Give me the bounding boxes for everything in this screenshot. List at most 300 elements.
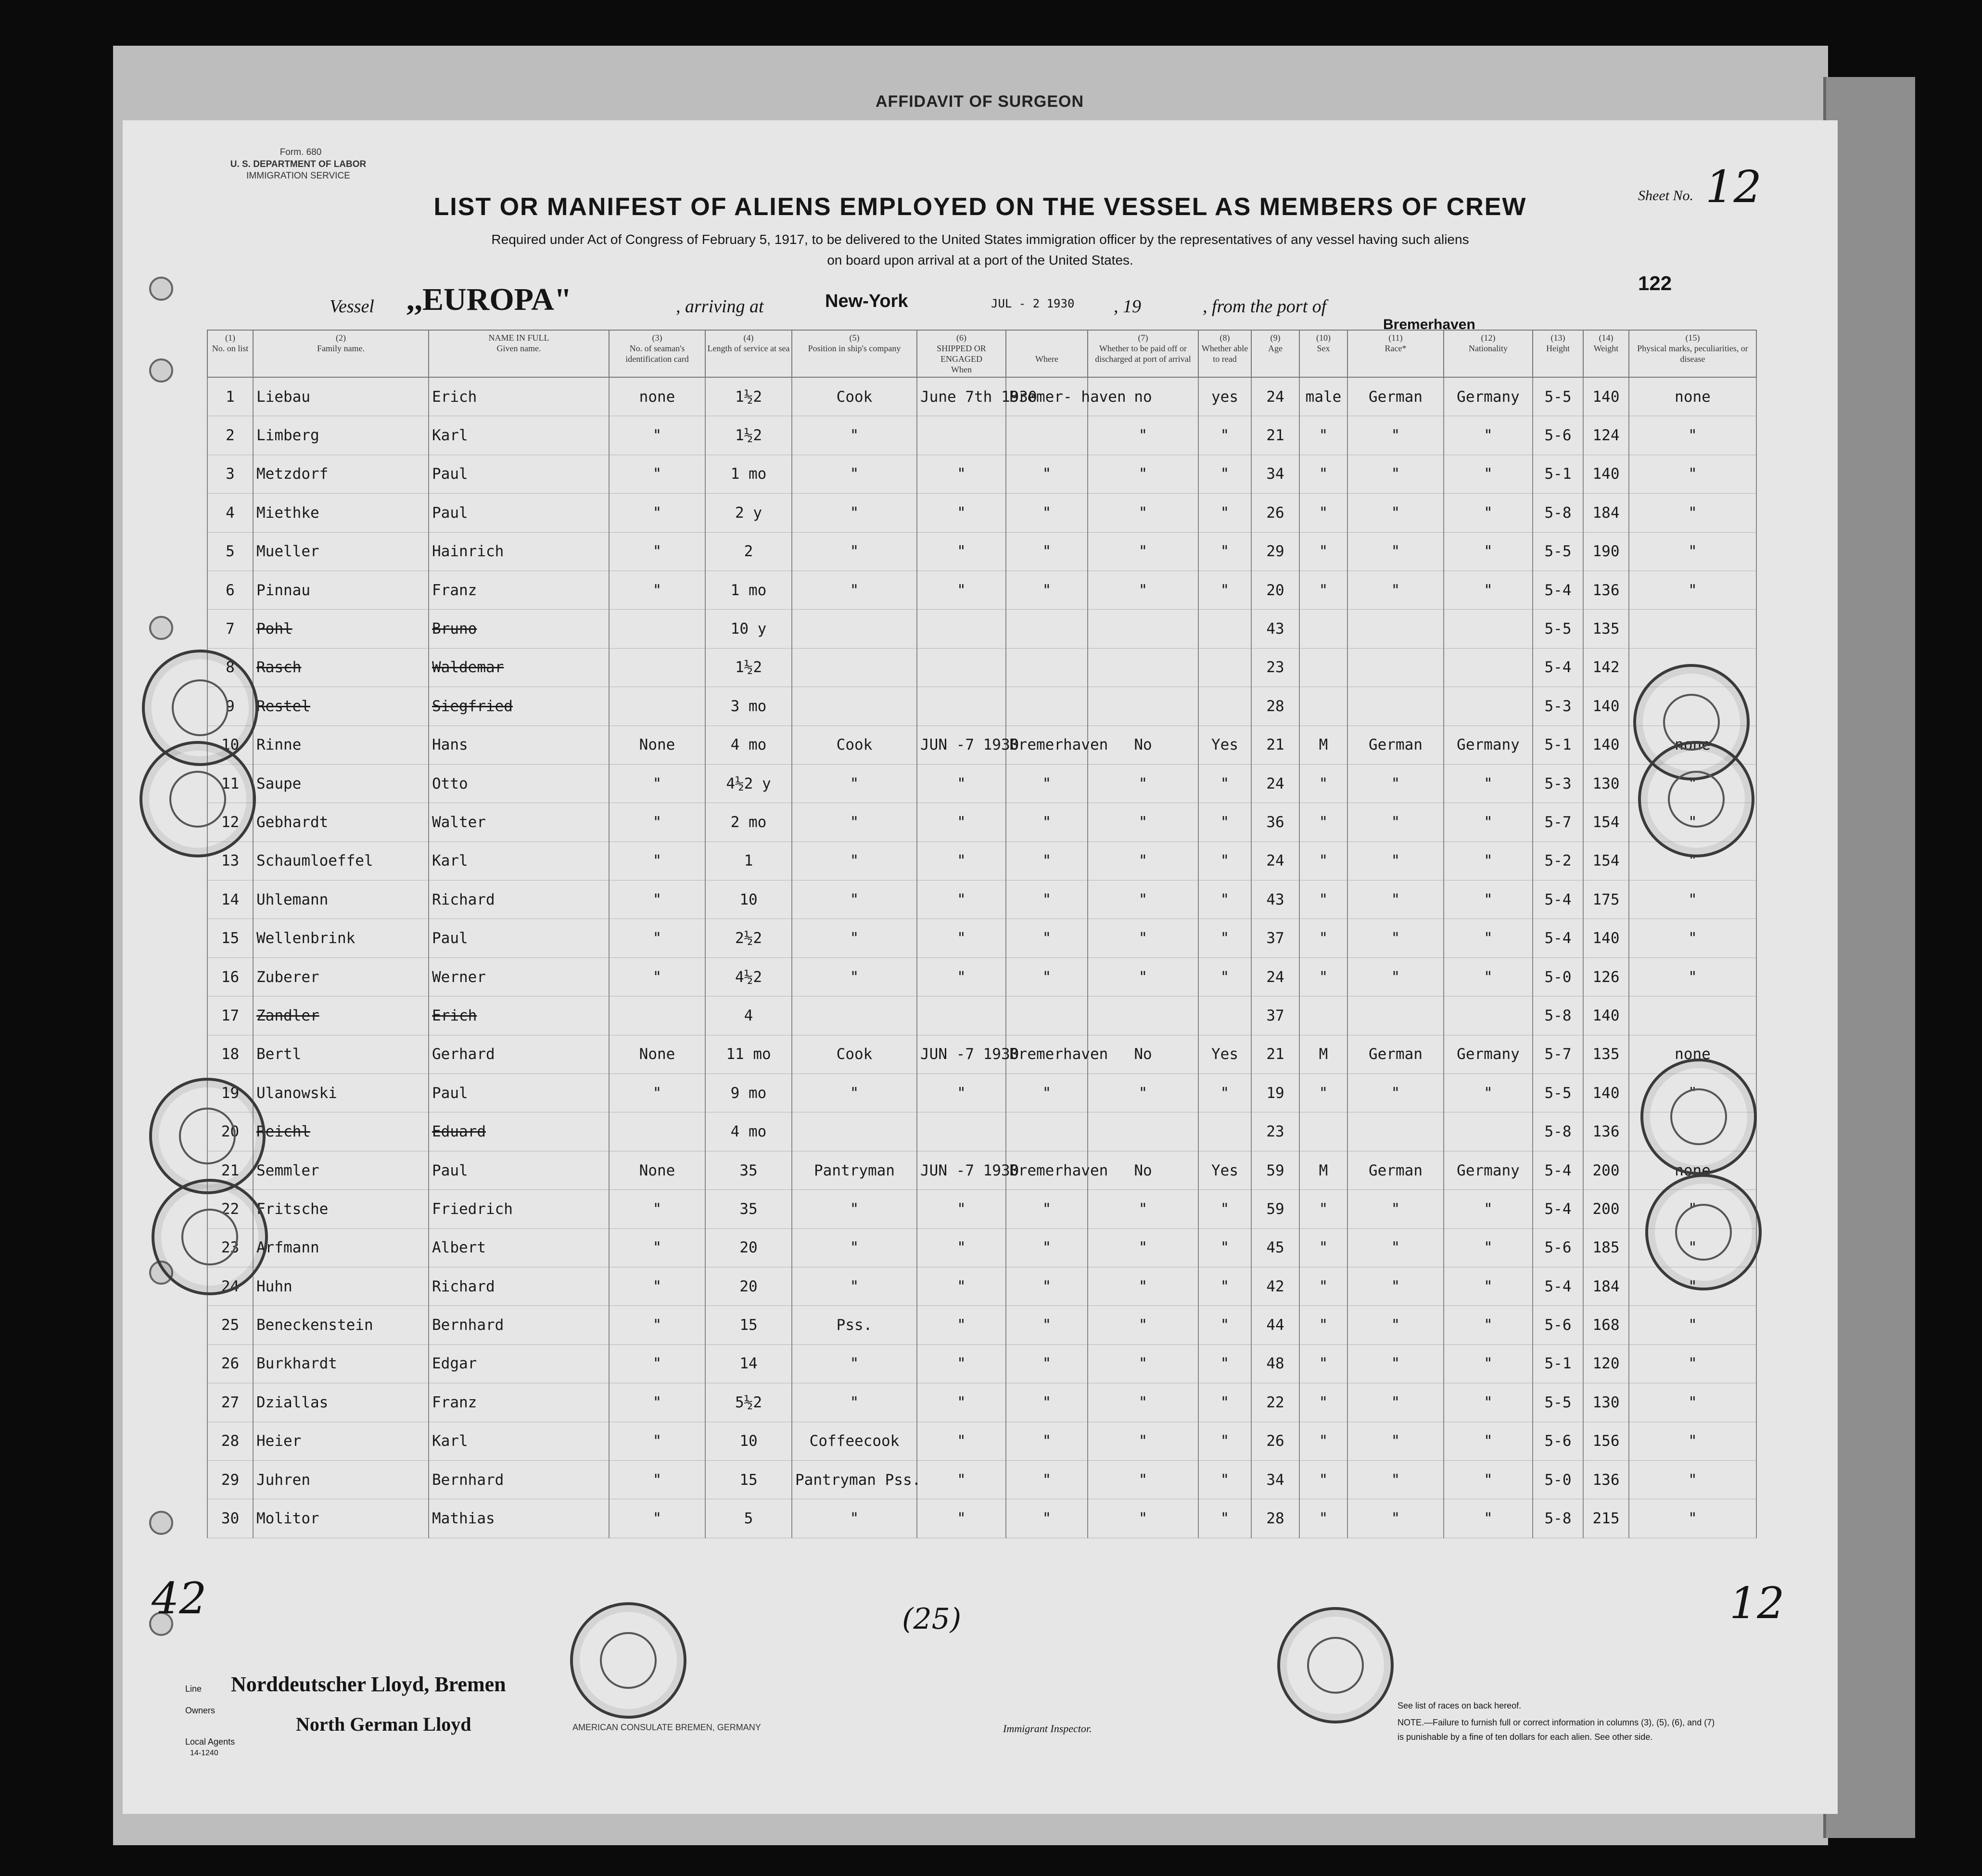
table-row xyxy=(207,803,1756,842)
cell-sex: " xyxy=(1299,842,1347,880)
cell-family: Fritsche xyxy=(253,1190,429,1228)
cell-weight: 140 xyxy=(1583,1074,1629,1112)
cell-height: 5-4 xyxy=(1533,1267,1583,1305)
cell-nationality: " xyxy=(1444,842,1533,880)
cell-paid: " xyxy=(1088,1267,1198,1305)
cell-no: 2 xyxy=(207,416,253,455)
cell-position: " xyxy=(792,532,917,571)
cell-when xyxy=(917,687,1006,726)
cell-card: None xyxy=(609,1151,705,1189)
cell-card: " xyxy=(609,1344,705,1383)
cell-read: yes xyxy=(1198,377,1251,416)
cell-read: Yes xyxy=(1198,1035,1251,1073)
col-header: (14) Weight xyxy=(1583,330,1629,377)
cell-where: Bremerhaven xyxy=(1006,1151,1088,1189)
col-header: (4) Length of service at sea xyxy=(705,330,792,377)
cell-given: Walter xyxy=(429,803,609,842)
cell-age: 42 xyxy=(1251,1267,1299,1305)
cell-race: " xyxy=(1347,764,1444,803)
table-row xyxy=(207,648,1756,687)
cell-weight: 154 xyxy=(1583,803,1629,842)
form-code: 14-1240 xyxy=(190,1749,218,1757)
cell-age: 43 xyxy=(1251,610,1299,648)
cell-no: 5 xyxy=(207,532,253,571)
cell-paid: " xyxy=(1088,764,1198,803)
cell-sex: " xyxy=(1299,1306,1347,1344)
cell-card: " xyxy=(609,532,705,571)
cell-sex: " xyxy=(1299,1460,1347,1499)
cell-when: " xyxy=(917,1499,1006,1538)
cell-read: Yes xyxy=(1198,1151,1251,1189)
cell-nationality: " xyxy=(1444,571,1533,609)
cell-position: " xyxy=(792,1074,917,1112)
cell-sex: " xyxy=(1299,455,1347,493)
cell-when: " xyxy=(917,1383,1006,1422)
table-row xyxy=(207,455,1756,493)
cell-marks: " xyxy=(1629,571,1756,609)
cell-position xyxy=(792,648,917,687)
cell-age: 37 xyxy=(1251,919,1299,957)
table-row xyxy=(207,957,1756,996)
cell-read: " xyxy=(1198,1383,1251,1422)
cell-sex: " xyxy=(1299,1074,1347,1112)
page-title: LIST OR MANIFEST OF ALIENS EMPLOYED ON THE VESSEL AS MEMBERS OF CREW xyxy=(433,193,1527,221)
cell-weight: 168 xyxy=(1583,1306,1629,1344)
cell-race: " xyxy=(1347,1383,1444,1422)
cell-race: German xyxy=(1347,1035,1444,1073)
cell-paid: " xyxy=(1088,1422,1198,1460)
cell-where: " xyxy=(1006,957,1088,996)
cell-given: Franz xyxy=(429,1383,609,1422)
cell-no: 15 xyxy=(207,919,253,957)
table-row xyxy=(207,1344,1756,1383)
cell-marks: none xyxy=(1629,726,1756,764)
cell-read xyxy=(1198,996,1251,1035)
cell-family: Beneckenstein xyxy=(253,1306,429,1344)
cell-where xyxy=(1006,416,1088,455)
cell-position: " xyxy=(792,571,917,609)
col-header: (8) Whether able to read xyxy=(1198,330,1251,377)
cell-age: 43 xyxy=(1251,881,1299,919)
cell-nationality xyxy=(1444,996,1533,1035)
cell-height: 5-6 xyxy=(1533,1306,1583,1344)
consulate-stamp xyxy=(149,1078,266,1194)
cell-when xyxy=(917,416,1006,455)
cell-nationality: " xyxy=(1444,1422,1533,1460)
cell-weight: 140 xyxy=(1583,919,1629,957)
cell-read: " xyxy=(1198,957,1251,996)
cell-given: Karl xyxy=(429,842,609,880)
cell-position: " xyxy=(792,919,917,957)
cell-service: 15 xyxy=(705,1306,792,1344)
cell-marks: " xyxy=(1629,842,1756,880)
cell-nationality: Germany xyxy=(1444,1151,1533,1189)
cell-when: " xyxy=(917,1228,1006,1267)
cell-position: " xyxy=(792,764,917,803)
cell-family: Metzdorf xyxy=(253,455,429,493)
table-row xyxy=(207,1112,1756,1151)
cell-paid: " xyxy=(1088,1460,1198,1499)
cell-service: 4 mo xyxy=(705,726,792,764)
cell-position: " xyxy=(792,957,917,996)
cell-race: " xyxy=(1347,803,1444,842)
cell-service: 2½2 xyxy=(705,919,792,957)
cell-no: 11 xyxy=(207,764,253,803)
cell-height: 5-4 xyxy=(1533,648,1583,687)
table-row xyxy=(207,919,1756,957)
cell-height: 5-0 xyxy=(1533,1460,1583,1499)
cell-position: " xyxy=(792,1499,917,1538)
cell-where xyxy=(1006,996,1088,1035)
col-header: (6) SHIPPED OR ENGAGED When xyxy=(917,330,1006,377)
fine-note: NOTE.—Failure to furnish full or correct information in columns (3), (5), (6), and (7) xyxy=(1398,1718,1715,1727)
cell-race: " xyxy=(1347,455,1444,493)
cell-given: Erich xyxy=(429,996,609,1035)
table-row xyxy=(207,1035,1756,1073)
cell-no: 12 xyxy=(207,803,253,842)
cell-when xyxy=(917,1112,1006,1151)
cell-marks: " xyxy=(1629,494,1756,532)
cell-nationality: " xyxy=(1444,1499,1533,1538)
cell-given: Paul xyxy=(429,919,609,957)
cell-when: " xyxy=(917,1344,1006,1383)
cell-card: None xyxy=(609,1035,705,1073)
cell-paid: " xyxy=(1088,416,1198,455)
col-header: (7) Whether to be paid off or discharged at port of arrival xyxy=(1088,330,1198,377)
cell-paid xyxy=(1088,1112,1198,1151)
cell-paid: No xyxy=(1088,1035,1198,1073)
cell-given: Otto xyxy=(429,764,609,803)
cell-where xyxy=(1006,687,1088,726)
col-header: (2) Family name. xyxy=(253,330,429,377)
cell-card xyxy=(609,610,705,648)
line-label: Line xyxy=(185,1684,202,1694)
service: IMMIGRATION SERVICE xyxy=(246,171,350,181)
cell-read: " xyxy=(1198,1344,1251,1383)
cell-nationality: Germany xyxy=(1444,726,1533,764)
cell-position xyxy=(792,687,917,726)
arrival-port: New-York xyxy=(825,291,908,311)
cell-service: 4 mo xyxy=(705,1112,792,1151)
cell-sex xyxy=(1299,996,1347,1035)
cell-nationality: " xyxy=(1444,494,1533,532)
punch-hole xyxy=(149,616,173,640)
table-row xyxy=(207,1190,1756,1228)
cell-weight: 130 xyxy=(1583,764,1629,803)
cell-nationality: " xyxy=(1444,1228,1533,1267)
cell-card: " xyxy=(609,1267,705,1305)
cell-service: 10 xyxy=(705,881,792,919)
cell-no: 26 xyxy=(207,1344,253,1383)
cell-marks: " xyxy=(1629,1460,1756,1499)
cell-height: 5-7 xyxy=(1533,803,1583,842)
cell-age: 24 xyxy=(1251,764,1299,803)
cell-family: Ulanowski xyxy=(253,1074,429,1112)
cell-marks: " xyxy=(1629,1190,1756,1228)
cell-position: Cook xyxy=(792,726,917,764)
cell-weight: 184 xyxy=(1583,494,1629,532)
cell-card xyxy=(609,996,705,1035)
cell-family: Uhlemann xyxy=(253,881,429,919)
cell-race xyxy=(1347,1112,1444,1151)
cell-card: " xyxy=(609,1074,705,1112)
cell-weight: 135 xyxy=(1583,610,1629,648)
cell-read: " xyxy=(1198,881,1251,919)
cell-race: " xyxy=(1347,1460,1444,1499)
races-note: See list of races on back hereof. xyxy=(1398,1701,1522,1710)
cell-no: 25 xyxy=(207,1306,253,1344)
cell-position: Cook xyxy=(792,377,917,416)
cell-no: 17 xyxy=(207,996,253,1035)
cell-nationality: " xyxy=(1444,1344,1533,1383)
margin-number-left: 42 xyxy=(152,1573,207,1624)
cell-service: 2 xyxy=(705,532,792,571)
cell-when: " xyxy=(917,532,1006,571)
cell-family: Rinne xyxy=(253,726,429,764)
cell-sex: " xyxy=(1299,1383,1347,1422)
cell-read: " xyxy=(1198,1306,1251,1344)
cell-card: " xyxy=(609,1499,705,1538)
cell-service: 4 xyxy=(705,996,792,1035)
col-header: NAME IN FULL Given name. xyxy=(429,330,609,377)
cell-where: " xyxy=(1006,1383,1088,1422)
cell-position: " xyxy=(792,1267,917,1305)
cell-card: " xyxy=(609,1306,705,1344)
cell-no: 28 xyxy=(207,1422,253,1460)
cell-position: Pantryman Pss. xyxy=(792,1460,917,1499)
cell-sex: " xyxy=(1299,764,1347,803)
cell-height: 5-5 xyxy=(1533,1074,1583,1112)
cell-height: 5-3 xyxy=(1533,764,1583,803)
cell-read: " xyxy=(1198,532,1251,571)
cell-weight: 136 xyxy=(1583,1112,1629,1151)
cell-height: 5-4 xyxy=(1533,1151,1583,1189)
cell-weight: 142 xyxy=(1583,648,1629,687)
cell-when: " xyxy=(917,1306,1006,1344)
cell-no: 22 xyxy=(207,1190,253,1228)
cell-marks: " xyxy=(1629,1499,1756,1538)
cell-family: Dziallas xyxy=(253,1383,429,1422)
cell-given: Albert xyxy=(429,1228,609,1267)
cell-marks: " xyxy=(1629,1422,1756,1460)
cell-where: " xyxy=(1006,1499,1088,1538)
cell-marks: " xyxy=(1629,881,1756,919)
cell-card: " xyxy=(609,1383,705,1422)
cell-service: 3 mo xyxy=(705,687,792,726)
cell-when: JUN -7 1930 xyxy=(917,1151,1006,1189)
cell-nationality: " xyxy=(1444,1190,1533,1228)
cell-no: 14 xyxy=(207,881,253,919)
cell-no: 1 xyxy=(207,377,253,416)
cell-sex: " xyxy=(1299,1267,1347,1305)
cell-family: Semmler xyxy=(253,1151,429,1189)
cell-family: Huhn xyxy=(253,1267,429,1305)
cell-given: Hainrich xyxy=(429,532,609,571)
cell-read: " xyxy=(1198,1074,1251,1112)
cell-no: 6 xyxy=(207,571,253,609)
cell-paid: " xyxy=(1088,803,1198,842)
col-header: (5) Position in ship's company xyxy=(792,330,917,377)
cell-nationality: " xyxy=(1444,532,1533,571)
cell-no: 18 xyxy=(207,1035,253,1073)
cell-card xyxy=(609,1112,705,1151)
table-row xyxy=(207,1306,1756,1344)
cell-age: 22 xyxy=(1251,1383,1299,1422)
cell-family: Zandler xyxy=(253,996,429,1035)
cell-weight: 140 xyxy=(1583,687,1629,726)
cell-race: " xyxy=(1347,842,1444,880)
cell-service: 1½2 xyxy=(705,648,792,687)
cell-weight: 190 xyxy=(1583,532,1629,571)
cell-when: June 7th 1930 xyxy=(917,377,1006,416)
cell-race xyxy=(1347,610,1444,648)
cell-given: Werner xyxy=(429,957,609,996)
cell-no: 3 xyxy=(207,455,253,493)
cell-sex xyxy=(1299,687,1347,726)
cell-no: 7 xyxy=(207,610,253,648)
cell-position: " xyxy=(792,842,917,880)
cell-given: Paul xyxy=(429,455,609,493)
cell-position: " xyxy=(792,1383,917,1422)
cell-read: " xyxy=(1198,571,1251,609)
cell-where: " xyxy=(1006,1228,1088,1267)
cell-age: 48 xyxy=(1251,1344,1299,1383)
cell-height: 5-4 xyxy=(1533,919,1583,957)
table-row xyxy=(207,1422,1756,1460)
cell-race: " xyxy=(1347,957,1444,996)
cell-given: Erich xyxy=(429,377,609,416)
cell-weight: 124 xyxy=(1583,416,1629,455)
cell-weight: 135 xyxy=(1583,1035,1629,1073)
cell-sex: " xyxy=(1299,881,1347,919)
cell-weight: 140 xyxy=(1583,377,1629,416)
cell-age: 23 xyxy=(1251,1112,1299,1151)
cell-paid: No xyxy=(1088,1151,1198,1189)
table-row xyxy=(207,1074,1756,1112)
cell-paid xyxy=(1088,996,1198,1035)
cell-where: " xyxy=(1006,1460,1088,1499)
stamp-legend: AMERICAN CONSULATE BREMEN, GERMANY xyxy=(572,1723,761,1732)
cell-height: 5-5 xyxy=(1533,610,1583,648)
cell-sex: " xyxy=(1299,494,1347,532)
year-label: , 19 xyxy=(1114,296,1141,317)
cell-read: " xyxy=(1198,455,1251,493)
cell-when: " xyxy=(917,1190,1006,1228)
cell-card: " xyxy=(609,881,705,919)
cell-nationality: " xyxy=(1444,1267,1533,1305)
cell-paid: " xyxy=(1088,1074,1198,1112)
cell-given: Paul xyxy=(429,1074,609,1112)
cell-nationality: " xyxy=(1444,803,1533,842)
cell-marks: " xyxy=(1629,1344,1756,1383)
cell-card: None xyxy=(609,726,705,764)
cell-position: " xyxy=(792,1344,917,1383)
cell-no: 24 xyxy=(207,1267,253,1305)
cell-marks xyxy=(1629,610,1756,648)
cell-nationality: " xyxy=(1444,1383,1533,1422)
cell-card xyxy=(609,687,705,726)
agents-label: Local Agents xyxy=(185,1737,235,1747)
affidavit-heading: AFFIDAVIT OF SURGEON xyxy=(876,92,1084,111)
cell-height: 5-8 xyxy=(1533,996,1583,1035)
arriving-label: , arriving at xyxy=(676,296,764,317)
cell-service: 4½2 y xyxy=(705,764,792,803)
cell-height: 5-8 xyxy=(1533,1112,1583,1151)
cell-service: 2 mo xyxy=(705,803,792,842)
table-row xyxy=(207,1499,1756,1538)
cell-race: German xyxy=(1347,1151,1444,1189)
consulate-stamp xyxy=(1645,1174,1762,1290)
cell-position: Cook xyxy=(792,1035,917,1073)
cell-nationality: " xyxy=(1444,919,1533,957)
cell-height: 5-1 xyxy=(1533,1344,1583,1383)
sheet-number: 12 xyxy=(1705,161,1762,213)
cell-marks: " xyxy=(1629,919,1756,957)
cell-no: 23 xyxy=(207,1228,253,1267)
cell-family: Gebhardt xyxy=(253,803,429,842)
fine-note-2: is punishable by a fine of ten dollars for each alien. See other side. xyxy=(1398,1732,1653,1742)
cell-age: 34 xyxy=(1251,455,1299,493)
cell-marks: " xyxy=(1629,1074,1756,1112)
cell-service: 1½2 xyxy=(705,416,792,455)
cell-nationality: " xyxy=(1444,957,1533,996)
cell-no: 4 xyxy=(207,494,253,532)
cell-height: 5-7 xyxy=(1533,1035,1583,1073)
cell-card xyxy=(609,648,705,687)
table-row xyxy=(207,996,1756,1035)
cell-where: " xyxy=(1006,1422,1088,1460)
cell-when: " xyxy=(917,571,1006,609)
cell-card: " xyxy=(609,571,705,609)
cell-given: Friedrich xyxy=(429,1190,609,1228)
cell-given: Edgar xyxy=(429,1344,609,1383)
table-row xyxy=(207,1460,1756,1499)
cell-no: 19 xyxy=(207,1074,253,1112)
cell-card: " xyxy=(609,764,705,803)
cell-given: Franz xyxy=(429,571,609,609)
table-row xyxy=(207,764,1756,803)
cell-age: 29 xyxy=(1251,532,1299,571)
cell-card: " xyxy=(609,842,705,880)
cell-where: " xyxy=(1006,1306,1088,1344)
cell-card: " xyxy=(609,416,705,455)
punch-hole xyxy=(149,1511,173,1535)
cell-height: 5-4 xyxy=(1533,571,1583,609)
cell-age: 21 xyxy=(1251,1035,1299,1073)
cell-race xyxy=(1347,996,1444,1035)
cell-paid: no xyxy=(1088,377,1198,416)
cell-height: 5-5 xyxy=(1533,1383,1583,1422)
table-row xyxy=(207,571,1756,609)
cell-no: 16 xyxy=(207,957,253,996)
cell-when: " xyxy=(917,957,1006,996)
cell-where: " xyxy=(1006,803,1088,842)
owners-label: Owners xyxy=(185,1706,216,1715)
vessel-label: Vessel xyxy=(330,296,374,317)
cell-race: " xyxy=(1347,1228,1444,1267)
vessel-name: ,,EUROPA" xyxy=(407,282,572,317)
cell-position: " xyxy=(792,803,917,842)
cell-height: 5-4 xyxy=(1533,1190,1583,1228)
cell-age: 28 xyxy=(1251,687,1299,726)
cell-weight: 156 xyxy=(1583,1422,1629,1460)
cell-race xyxy=(1347,648,1444,687)
cell-race: " xyxy=(1347,1190,1444,1228)
cell-race: " xyxy=(1347,919,1444,957)
cell-read: " xyxy=(1198,1460,1251,1499)
cell-family: Liebau xyxy=(253,377,429,416)
cell-marks: " xyxy=(1629,1228,1756,1267)
